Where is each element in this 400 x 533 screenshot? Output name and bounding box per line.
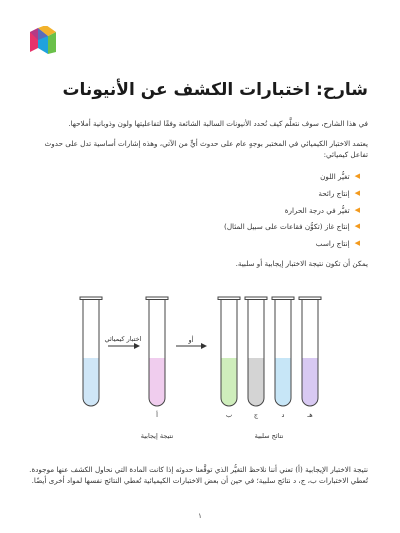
result-types-sentence: يمكن أن تكون نتيجة الاختبار إيجابية أو سلبية. xyxy=(235,259,368,268)
list-item: ◀ إنتاج رائحة xyxy=(318,188,360,198)
tube-b xyxy=(218,297,240,406)
test-tube-diagram xyxy=(75,290,335,450)
tube-d-solution xyxy=(275,358,291,406)
bullet-icon: ◀ xyxy=(354,222,360,231)
tube-a-label: أ xyxy=(156,411,158,419)
list-item: ◀ إنتاج راسب xyxy=(315,239,360,249)
or-label: أو xyxy=(188,336,194,344)
tube-e xyxy=(299,297,321,406)
tube-a xyxy=(146,297,168,406)
bullet-icon: ◀ xyxy=(354,239,360,248)
lead-paragraph: يعتمد الاختبار الكيميائي في المختبر بوجهٍ عام على حدوث أيٍّ من الآتي، وهذه إشارات أساسية تدل على حدوث تفاعل كيميائي: xyxy=(44,139,368,159)
nagwa-logo xyxy=(28,26,60,56)
intro-paragraph: في هذا الشارح، سوف نتعلَّم كيف نُحدد الأنيونات السالبة الشائعة وفقًا لتفاعليتها ولون وذوبانية أملاحها. xyxy=(68,119,368,128)
bullet-icon: ◀ xyxy=(354,188,360,197)
tube-d xyxy=(272,297,294,406)
bullet-icon: ◀ xyxy=(354,172,360,180)
tube-d-label: د xyxy=(281,411,285,419)
negative-results-label: نتائج سلبية xyxy=(254,432,284,440)
page-title: شارح: اختبارات الكشف عن الأنيونات xyxy=(62,80,368,100)
test-label: اختبار كيميائي xyxy=(104,335,142,343)
tube-b-label: ب xyxy=(225,411,233,419)
bullet-icon: ◀ xyxy=(354,205,360,214)
page-number: ١ xyxy=(198,512,202,520)
tube-e-label: هـ xyxy=(307,411,313,419)
tube-c-label: ج xyxy=(253,411,259,419)
reaction-signs-list xyxy=(60,172,360,256)
start-tube xyxy=(80,297,102,406)
start-solution xyxy=(83,358,99,406)
list-item: ◀ إنتاج غاز (تكوُّن فقاعات على سبيل المثال) xyxy=(224,222,360,232)
tube-e-solution xyxy=(302,358,318,406)
list-item: ◀ تغيُّر في درجة الحرارة xyxy=(284,205,360,215)
explanation-paragraph: نتيجة الاختبار الإيجابية (أ) تعني أننا نلاحظ التغيُّر الذي توقَّعنا حدوثه إذا كانت المادة التي نحاول الكشف عنها موجودة. تُعطي الاختبارات ب، ج، د نتائج سلبية؛ في حين أن بعض الاختبارات الكيميائية تُعطي النتائج نفسها لمواد أخرى أيضًا. xyxy=(29,465,368,485)
tube-a-solution xyxy=(149,358,165,406)
tube-c xyxy=(245,297,267,406)
tube-b-solution xyxy=(221,358,237,406)
list-item: ◀ تغيُّر اللون xyxy=(320,172,360,181)
tube-c-solution xyxy=(248,358,264,406)
positive-result-label: نتيجة إيجابية xyxy=(140,432,174,440)
